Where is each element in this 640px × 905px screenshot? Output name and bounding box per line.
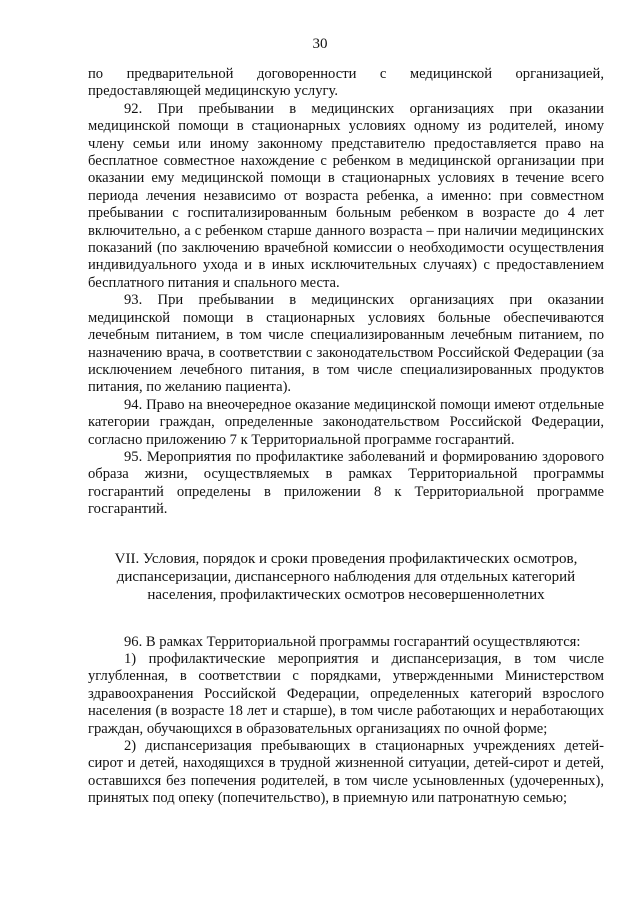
page-number: 30 bbox=[312, 36, 328, 52]
document-body bbox=[88, 66, 604, 808]
paragraph-continuation: по предварительной договоренности с медицинской организацией, предоставляющей медицинскую услугу. bbox=[88, 66, 604, 100]
paragraph-96-item-1: 1) профилактические мероприятия и диспансеризация, в том числе углубленная, в соответствии с порядками, утвержденными Министерством здравоохранения Российской Федерации, определенных категорий взрослого населения (в возрасте 18 лет и старше), в том числе работающих и неработающих граждан, обучающихся в образовательных организациях по очной форме; bbox=[88, 650, 604, 737]
paragraph-96-item-2: 2) диспансеризация пребывающих в стационарных учреждениях детей-сирот и детей, находящихся в трудной жизненной ситуации, детей-сирот и детей, оставшихся без попечения родителей, в том числе усыновленных (удочеренных), принятых под опеку (попечительство), в приемную или патронатную семью; bbox=[88, 738, 604, 807]
paragraph-96: 96. В рамках Территориальной программы госгарантий осуществляются: bbox=[124, 633, 581, 650]
paragraph-92: 92. При пребывании в медицинских организациях при оказании медицинской помощи в стационарных условиях одному из родителей, иному члену семьи или иному законному представителю предоставляется право на бесплатное совместное нахождение с ребенком в медицинской организации при оказании ему медицинской помощи в стационарных условиях в течение всего периода лечения независимо от возраста ребенка, а именно: при совместном пребывании с госпитализированным больным ребенком в возрасте до 4 лет включительно, а с ребенком старше данного возраста – при наличии медицинских показаний (по заключению врачебной комиссии о необходимости осуществления индивидуального ухода и в иных исключительных случаях) с предоставлением бесплатного питания и спального места. bbox=[88, 100, 604, 291]
paragraph-95: 95. Мероприятия по профилактике заболеваний и формированию здорового образа жизни, осуществляемых в рамках Территориальной программы госгарантий определены в приложении 8 к Территориальной программе госгарантий. bbox=[88, 448, 604, 518]
paragraph-94: 94. Право на внеочередное оказание медицинской помощи имеют отдельные категории граждан, определенные законодательством Российской Федерации, согласно приложению 7 к Территориальной программе госгарантий. bbox=[88, 396, 604, 448]
section-heading: VII. Условия, порядок и сроки проведения профилактических осмотров, диспансеризации, диспансерного наблюдения для отдельных категорий населения, профилактических осмотров несовершеннолетних bbox=[114, 550, 578, 603]
paragraph-93: 93. При пребывании в медицинских организациях при оказании медицинской помощи в стационарных условиях больные обеспечиваются лечебным питанием, в том числе специализированным лечебным питанием, по назначению врача, в соответствии с законодательством Российской Федерации (за исключением лечебного питания, в том числе специализированных продуктов питания, по желанию пациента). bbox=[88, 292, 604, 396]
